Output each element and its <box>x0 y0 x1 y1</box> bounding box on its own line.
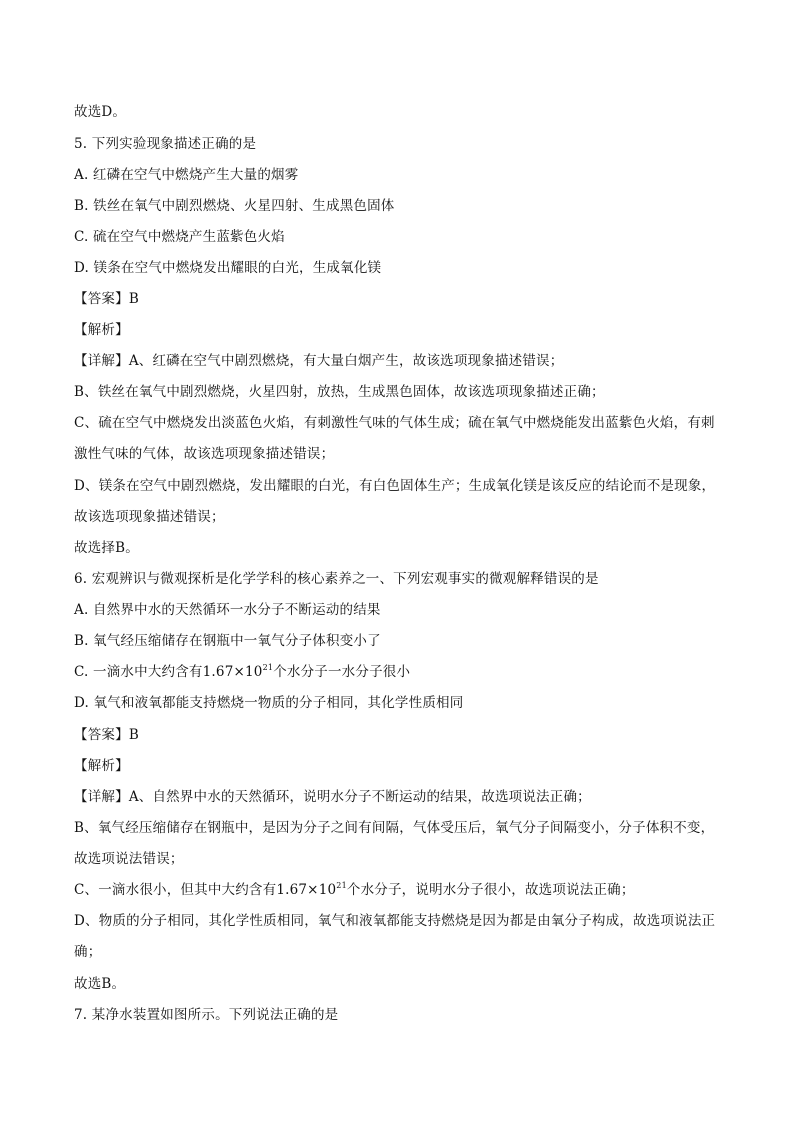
answer-tag: 【答案】 <box>74 727 129 743</box>
question-7-stem: 7. 某净水装置如图所示。下列说法正确的是 <box>74 1007 339 1023</box>
question-5-stem: 5. 下列实验现象描述正确的是 <box>74 136 257 152</box>
question-6-option-c: C. 一滴水中大约含有$1.67\times 10^{21}$个水分子一水分子很小 <box>74 663 411 680</box>
exponent: 21 <box>262 663 274 672</box>
question-5-option-a: A. 红磷在空气中燃烧产生大量的烟雾 <box>74 167 299 183</box>
analysis-tag: 【解析】 <box>74 758 129 774</box>
text-line: 故选择B。 <box>74 540 139 556</box>
exponent: 21 <box>336 881 347 890</box>
question-6-option-a: A. 自然界中水的天然循环一水分子不断运动的结果 <box>74 602 381 618</box>
explanation-tag: 【详解】 <box>74 789 129 805</box>
text-line: 激性气味的气体，故该选项现象描述错误； <box>74 446 335 462</box>
question-6-stem: 6. 宏观辨识与微观探析是化学学科的核心素养之一、下列宏观事实的微观解释错误的是 <box>74 571 599 587</box>
answer-line: 【答案】B <box>74 727 139 743</box>
explanation-line: 【详解】A、自然界中水的天然循环，说明水分子不断运动的结果，故选项说法正确； <box>74 789 591 805</box>
question-5-option-c: C. 硫在空气中燃烧产生蓝紫色火焰 <box>74 229 285 245</box>
question-6-option-d: D. 氧气和液氧都能支持燃烧一物质的分子相同，其化学性质相同 <box>74 695 464 711</box>
text-line: 故选D。 <box>74 104 127 120</box>
text-line: 故该选项现象描述错误； <box>74 509 225 525</box>
text-line: C、硫在空气中燃烧发出淡蓝色火焰，有刺激性气味的气体生成；硫在氧气中燃烧能发出蓝紫色火焰，有刺 <box>74 415 715 431</box>
text-line: 确； <box>74 944 102 960</box>
text-line: 故选B。 <box>74 976 126 992</box>
text-line: D、镁条在空气中剧烈燃烧，发出耀眼的白光，有白色固体生产；生成氧化镁是该反应的结论而不是现象， <box>74 478 716 494</box>
question-6-option-b: B. 氧气经压缩储存在钢瓶中一氧气分子体积变小了 <box>74 633 381 649</box>
explanation-line: 【详解】A、红磷在空气中剧烈燃烧，有大量白烟产生，故该选项现象描述错误； <box>74 353 564 369</box>
analysis-tag-line <box>74 320 734 340</box>
text-line: 故选项说法错误； <box>74 851 184 867</box>
answer-line: 【答案】B <box>74 291 139 307</box>
text-line: D、物质的分子相同，其化学性质相同，氧气和液氧都能支持燃烧是因为都是由氧分子构成，故选项说法正 <box>74 913 716 929</box>
analysis-tag: 【解析】 <box>74 322 129 338</box>
text-line: B、氧气经压缩储存在钢瓶中，是因为分子之间有间隔，气体受压后，氧气分子间隔变小，分子体积不变， <box>74 820 715 836</box>
text-line: B、铁丝在氧气中剧烈燃烧，火星四射，放热，生成黑色固体，故该选项现象描述正确； <box>74 384 605 400</box>
question-5-option-d: D. 镁条在空气中燃烧发出耀眼的白光，生成氧化镁 <box>74 260 382 276</box>
question-5-option-b: B. 铁丝在氧气中剧烈燃烧、火星四射、生成黑色固体 <box>74 198 395 214</box>
analysis-tag-line <box>74 756 734 776</box>
text-line: C、一滴水很小，但其中大约含有$1.67\times 10^{21}$个水分子，说明水分子很小，故选项说法正确； <box>74 881 635 898</box>
answer-tag: 【答案】 <box>74 291 129 307</box>
explanation-tag: 【详解】 <box>74 353 129 369</box>
